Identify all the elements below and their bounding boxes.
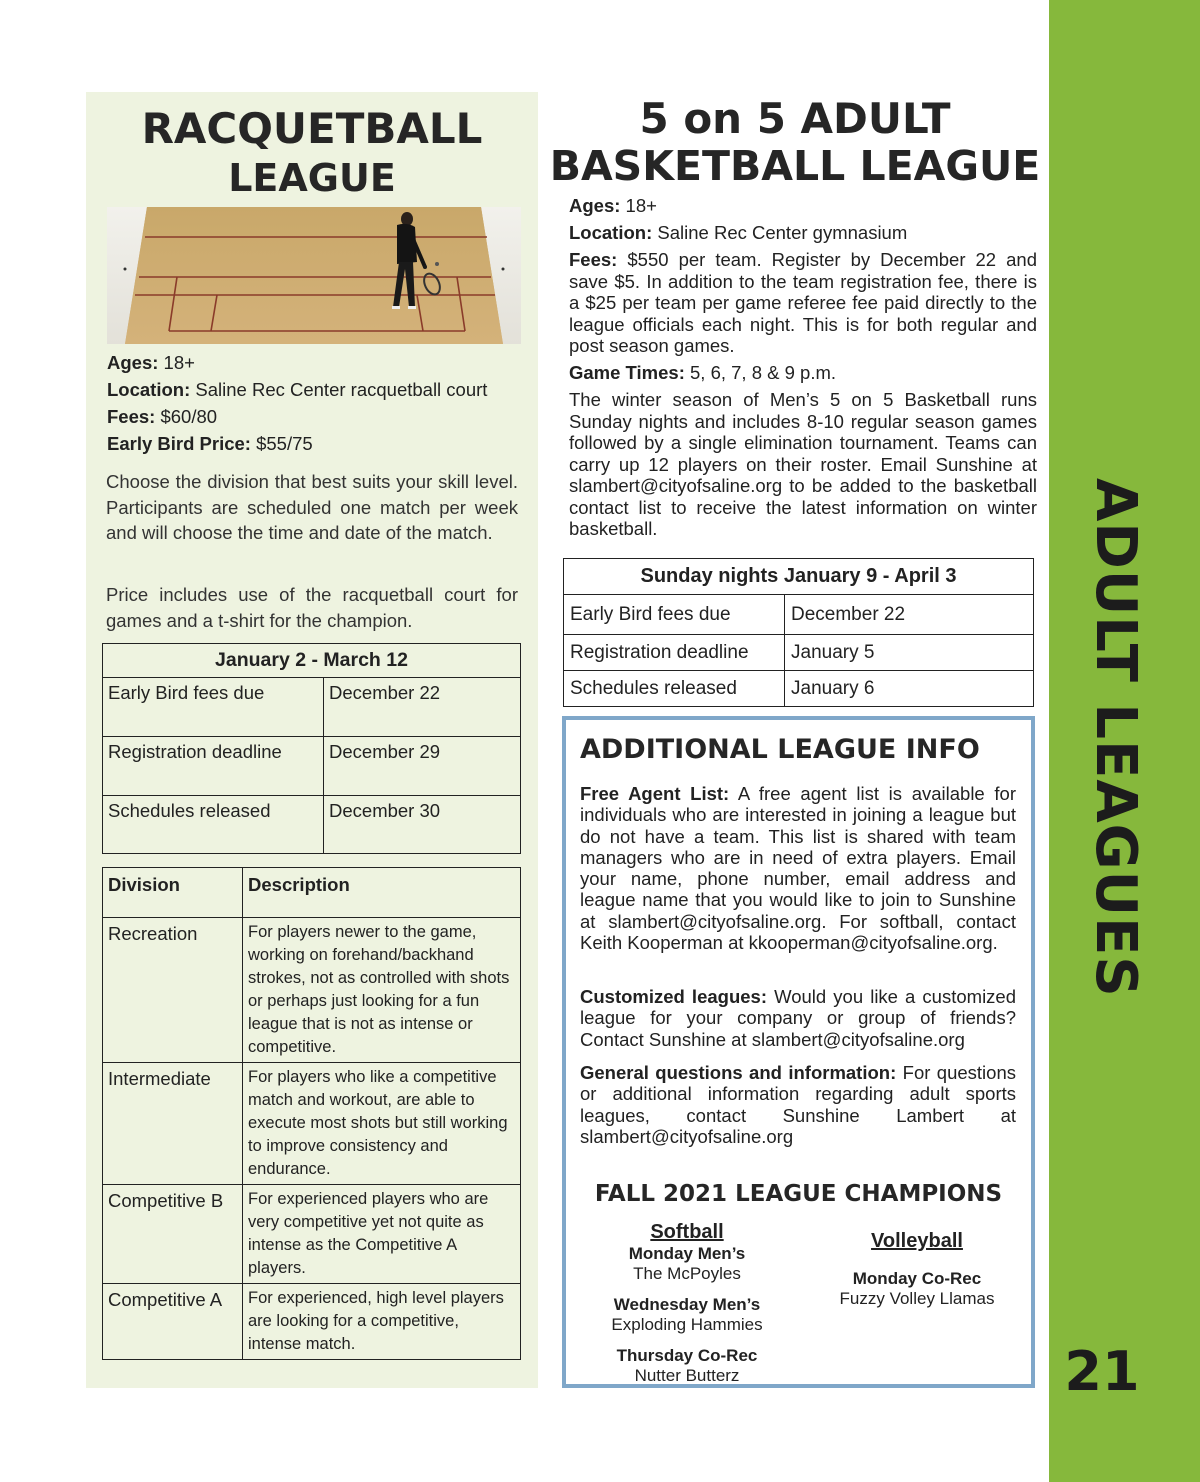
table-row: Competitive B For experienced players who are very competitive yet not quite as intense as the Competitive A players. [103,1185,521,1284]
table-row: Early Bird fees due December 22 [103,678,521,737]
page-number: 21 [1064,1340,1140,1403]
table-row: Recreation For players newer to the game, working on forehand/backhand strokes, not as controlled with shots or perhaps just looking for a fun league that is not as intense or competitive. [103,918,521,1063]
basketball-title-line1: 5 on 5 ADULT [639,94,951,143]
volleyball-heading: Volleyball [871,1230,963,1252]
champions-title: FALL 2021 LEAGUE CHAMPIONS [594,1181,1003,1207]
softball-champions: Softball Monday Men’s The McPoyles Wednesday Men’s Exploding Hammies Thursday Co-Rec Nutter Butterz [577,1220,797,1385]
basketball-dates-table [563,558,1034,707]
racquetball-description: Choose the division that best suits your skill level. Participants are scheduled one match per week and will choose the time and date of the match. [106,471,518,543]
basketball-location: Location: Saline Rec Center gymnasium [569,222,908,243]
racquetball-price-note: Price includes use of the racquetball court for games and a t-shirt for the champion. [106,584,518,631]
table-row: Registration deadline December 29 [103,737,521,796]
softball-heading: Softball [650,1221,724,1243]
racquetball-early-bird: Early Bird Price: $55/75 [107,433,313,454]
additional-info-box [562,716,1035,1388]
basketball-title-line2: BASKETBALL LEAGUE [549,142,1041,190]
customized-leagues-paragraph: Customized leagues: Would you like a customized league for your company or group of friends? Contact Sunshine at slambert@cityofsaline.org [580,986,1017,1050]
racquetball-fees: Fees: $60/80 [107,406,218,427]
table-row: Schedules released December 30 [103,796,521,854]
basketball-fees: Fees: $550 per team. Register by December 22 and save $5. In addition to the team registration fee, there is a $25 per team per game referee fee paid directly to the league officials each night. This is for both regular and post season games. [569,249,1037,356]
racquetball-dates-table [102,643,521,854]
additional-info-title: ADDITIONAL LEAGUE INFO [580,734,980,765]
table-row: Competitive A For experienced, high level players are looking for a competitive, intense match. [103,1284,521,1360]
table-row: Schedules released January 6 [564,671,1034,707]
basketball-ages: Ages: 18+ [569,195,657,216]
volleyball-champions: Volleyball Monday Co-Rec Fuzzy Volley Llamas [807,1229,1027,1308]
racquetball-panel [86,92,538,1388]
general-questions-paragraph: General questions and information: For questions or additional information regarding adult sports leagues, contact Sunshine Lambert at slambert@cityofsaline.org [580,1062,1016,1147]
table-row: Intermediate For players who like a competitive match and workout, are able to execute most shots but still working to improve consistency and endurance. [103,1063,521,1185]
racquetball-location: Location: Saline Rec Center racquetball court [107,379,488,400]
racquetball-court-photo [107,207,521,344]
free-agent-paragraph: Free Agent List: A free agent list is available for individuals who are interested in joining a league but do not have a team. This list is shared with team managers who are in need of extra players. Email your name, phone number, email address and league name that you would like to join to Sunshine at slambert@cityofsaline.org. For softball, contact Keith Kooperman at kkooperman@cityofsaline.org. [580,783,1016,954]
section-title-vertical: ADULT LEAGUES [1083,478,1148,998]
table-header-row: Division Description [103,868,521,918]
table-row: Registration deadline January 5 [564,635,1034,671]
division-table [102,867,521,1360]
racquetball-dates-header: January 2 - March 12 [103,644,521,678]
basketball-dates-header: Sunday nights January 9 - April 3 [564,559,1034,595]
racquetball-title-line1: RACQUETBALL [141,104,483,153]
racquetball-ages: Ages: 18+ [107,352,195,373]
basketball-description: The winter season of Men’s 5 on 5 Basketball runs Sunday nights and includes 8-10 regular season games followed by a single elimination tournament. Teams can carry up 12 players on their roster. Email Sunshine at slambert@cityofsaline.org to be added to the basketball contact list to receive the latest information on winter basketball. [569,389,1037,539]
table-row: Early Bird fees due December 22 [564,595,1034,635]
basketball-game-times: Game Times: 5, 6, 7, 8 & 9 p.m. [569,362,837,383]
racquetball-title-line2: LEAGUE [228,156,396,200]
